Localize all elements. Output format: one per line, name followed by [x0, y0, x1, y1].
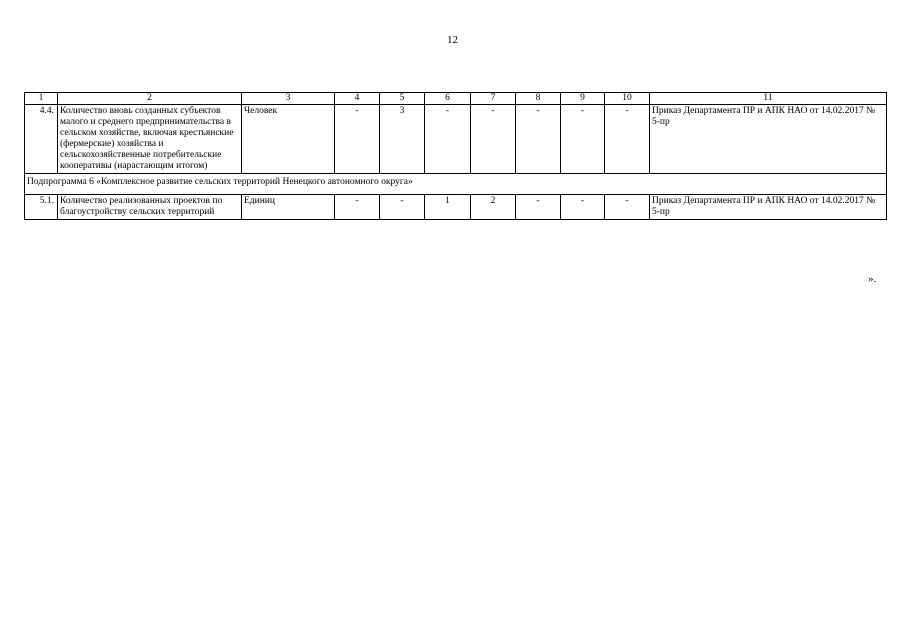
- table-row-4-4: [25, 105, 887, 174]
- indicators-table: [24, 92, 887, 220]
- value-cell: -: [335, 105, 380, 174]
- value-cell: -: [471, 105, 516, 174]
- column-header-11: 11: [650, 93, 887, 105]
- column-header-7: 7: [471, 93, 516, 105]
- value-cell: -: [425, 105, 471, 174]
- value-cell: 3: [380, 105, 425, 174]
- page-number: 12: [447, 34, 458, 46]
- value-cell: -: [561, 105, 605, 174]
- value-cell: -: [561, 195, 605, 220]
- column-header-10: 10: [605, 93, 650, 105]
- source-document: Приказ Департамента ПР и АПК НАО от 14.02.2017 № 5-пр: [650, 195, 887, 220]
- column-header-8: 8: [516, 93, 561, 105]
- column-header-1: 1: [25, 93, 58, 105]
- column-header-4: 4: [335, 93, 380, 105]
- unit-of-measure: Единиц: [242, 195, 335, 220]
- value-cell: 2: [471, 195, 516, 220]
- indicator-name: Количество вновь созданных субъектов малого и среднего предпринимательства в сельском хозяйстве, включая крестьянские (фермерские) хозяйства и сельскохозяйственные потребительские кооперативы (нарастающим итогом): [58, 105, 242, 174]
- column-number-header-row: [25, 93, 887, 105]
- value-cell: -: [380, 195, 425, 220]
- column-header-3: 3: [242, 93, 335, 105]
- column-header-6: 6: [425, 93, 471, 105]
- column-header-2: 2: [58, 93, 242, 105]
- value-cell: -: [605, 195, 650, 220]
- closing-quote-mark: ».: [868, 273, 877, 285]
- value-cell: -: [335, 195, 380, 220]
- value-cell: -: [516, 105, 561, 174]
- row-number: 5.1.: [25, 195, 58, 220]
- source-document: Приказ Департамента ПР и АПК НАО от 14.02.2017 № 5-пр: [650, 105, 887, 174]
- subprogram-row: [25, 174, 887, 195]
- subprogram-title: Подпрограмма 6 «Комплексное развитие сельских территорий Ненецкого автономного округа»: [25, 174, 887, 195]
- table-row-5-1: [25, 195, 887, 220]
- unit-of-measure: Человек: [242, 105, 335, 174]
- column-header-9: 9: [561, 93, 605, 105]
- value-cell: 1: [425, 195, 471, 220]
- column-header-5: 5: [380, 93, 425, 105]
- indicator-name: Количество реализованных проектов по благоустройству сельских территорий: [58, 195, 242, 220]
- row-number: 4.4.: [25, 105, 58, 174]
- value-cell: -: [516, 195, 561, 220]
- value-cell: -: [605, 105, 650, 174]
